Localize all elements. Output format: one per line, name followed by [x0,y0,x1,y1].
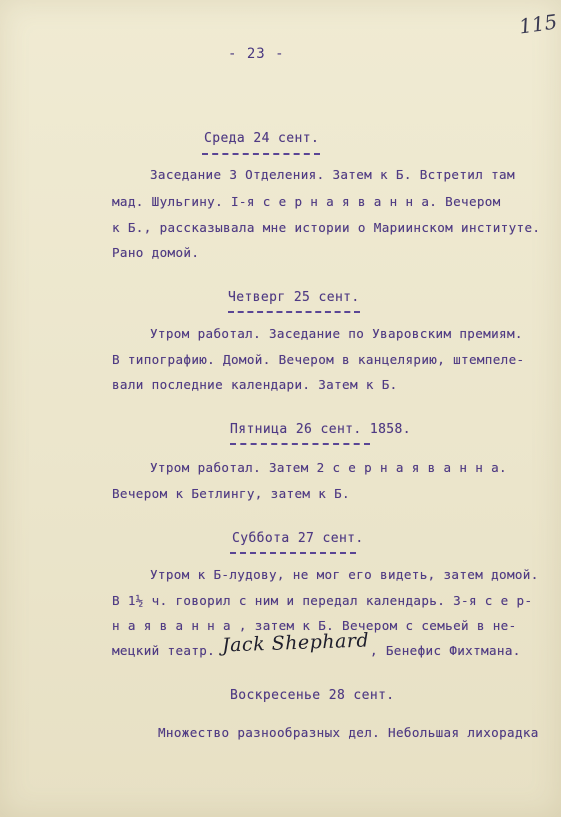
handwritten-signature: Jack Shephard [221,629,370,657]
heading-underline [228,311,360,313]
entry-heading: Четверг 25 сент. [228,290,360,305]
entry-line: мецкий театр. [112,643,216,658]
entry-line: Вечером к Бетлингу, затем к Б. [112,486,350,501]
entry-line: к Б., рассказывала мне истории о Мариинском институте. [112,220,541,235]
entry-heading: Среда 24 сент. [204,131,320,146]
entry-line: Утром работал. Заседание по Уваровским премиям. [150,326,523,341]
entry-line: Рано домой. [112,245,200,260]
entry-line: мад. Шульгину. I-я с е р н а я в а н н а. Вечером [112,194,501,209]
heading-underline [202,153,320,155]
heading-underline [230,552,356,554]
entry-heading: Пятница 26 сент. 1858. [230,422,411,437]
entry-heading: Суббота 27 сент. [232,531,364,546]
entry-line: В типографию. Домой. Вечером в канцелярию, штемпеле- [112,352,525,367]
entry-line: н а я в а н н а , затем к Б. Вечером с семьей в не- [112,618,517,633]
entry-line: Утром работал. Затем 2 с е р н а я в а н н а. [150,460,507,475]
entry-line: Заседание 3 Отделения. Затем к Б. Встретил там [150,167,515,182]
entry-line: В 1½ ч. говорил с ним и передал календарь. 3-я с е р- [112,593,533,608]
entry-line: Утром к Б-лудову, не мог его видеть, затем домой. [150,567,539,582]
entry-line: Множество разнообразных дел. Небольшая лихорадка [158,725,539,740]
entry-heading: Воскресенье 28 сент. [230,688,395,703]
page-number: - 23 - [228,46,285,62]
entry-line: , Бенефис Фихтмана. [370,643,521,658]
archive-number: 115 [517,9,559,39]
entry-line: вали последние календари. Затем к Б. [112,377,398,392]
heading-underline [230,443,370,445]
